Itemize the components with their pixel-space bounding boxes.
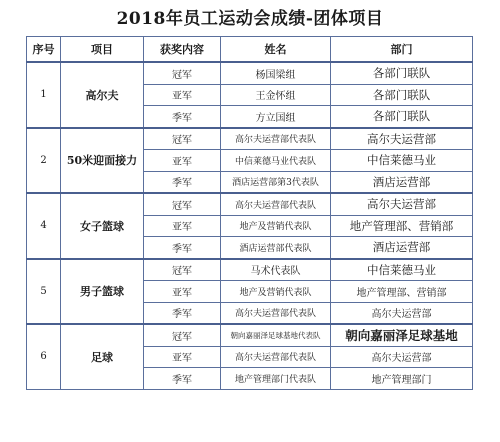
seq-cell: 5 bbox=[27, 259, 61, 325]
dept-cell: 高尔夫运营部 bbox=[331, 302, 473, 324]
project-cell: 高尔夫 bbox=[61, 62, 144, 128]
name-cell: 王金怀组 bbox=[221, 84, 331, 106]
dept-cell: 酒店运营部 bbox=[331, 237, 473, 259]
header-seq: 序号 bbox=[27, 37, 61, 63]
table-row bbox=[27, 324, 473, 346]
name-cell: 地产管理部门代表队 bbox=[221, 368, 331, 390]
results-table bbox=[26, 36, 473, 390]
name-cell: 酒店运营部代表队 bbox=[221, 237, 331, 259]
prize-cell: 亚军 bbox=[144, 215, 221, 237]
table-row bbox=[27, 259, 473, 281]
dept-cell: 朝向嘉丽泽足球基地 bbox=[331, 324, 473, 346]
name-cell: 地产及营销代表队 bbox=[221, 215, 331, 237]
dept-cell: 地产管理部、营销部 bbox=[331, 215, 473, 237]
name-cell: 中信莱德马业代表队 bbox=[221, 150, 331, 172]
dept-cell: 酒店运营部 bbox=[331, 171, 473, 193]
name-cell: 杨国梁组 bbox=[221, 62, 331, 84]
header-name: 姓名 bbox=[221, 37, 331, 63]
dept-cell: 各部门联队 bbox=[331, 62, 473, 84]
seq-cell: 1 bbox=[27, 62, 61, 128]
table-row bbox=[27, 128, 473, 150]
dept-cell: 高尔夫运营部 bbox=[331, 346, 473, 368]
prize-cell: 季军 bbox=[144, 368, 221, 390]
name-cell: 高尔夫运营部代表队 bbox=[221, 302, 331, 324]
name-cell: 马术代表队 bbox=[221, 259, 331, 281]
seq-cell: 4 bbox=[27, 193, 61, 259]
prize-cell: 季军 bbox=[144, 237, 221, 259]
header-dept: 部门 bbox=[331, 37, 473, 63]
prize-cell: 亚军 bbox=[144, 281, 221, 303]
header-prize: 获奖内容 bbox=[144, 37, 221, 63]
prize-cell: 亚军 bbox=[144, 150, 221, 172]
project-cell: 男子篮球 bbox=[61, 259, 144, 325]
prize-cell: 季军 bbox=[144, 171, 221, 193]
name-cell: 高尔夫运营部代表队 bbox=[221, 193, 331, 215]
dept-cell: 中信莱德马业 bbox=[331, 150, 473, 172]
prize-cell: 季军 bbox=[144, 302, 221, 324]
dept-cell: 高尔夫运营部 bbox=[331, 128, 473, 150]
name-cell: 酒店运营部第3代表队 bbox=[221, 171, 331, 193]
table-row bbox=[27, 62, 473, 84]
table-row bbox=[27, 193, 473, 215]
header-project: 项目 bbox=[61, 37, 144, 63]
dept-cell: 地产管理部门 bbox=[331, 368, 473, 390]
dept-cell: 各部门联队 bbox=[331, 106, 473, 128]
prize-cell: 冠军 bbox=[144, 62, 221, 84]
project-cell: 足球 bbox=[61, 324, 144, 389]
prize-cell: 冠军 bbox=[144, 193, 221, 215]
dept-cell: 中信莱德马业 bbox=[331, 259, 473, 281]
dept-cell: 高尔夫运营部 bbox=[331, 193, 473, 215]
project-cell: 女子篮球 bbox=[61, 193, 144, 259]
prize-cell: 冠军 bbox=[144, 259, 221, 281]
seq-cell: 2 bbox=[27, 128, 61, 194]
seq-cell: 6 bbox=[27, 324, 61, 389]
project-cell: 50米迎面接力 bbox=[61, 128, 144, 194]
name-cell: 方立国组 bbox=[221, 106, 331, 128]
prize-cell: 季军 bbox=[144, 106, 221, 128]
name-cell: 高尔夫运营部代表队 bbox=[221, 346, 331, 368]
prize-cell: 冠军 bbox=[144, 324, 221, 346]
prize-cell: 亚军 bbox=[144, 346, 221, 368]
page-title: 2018年员工运动会成绩-团体项目 bbox=[116, 9, 384, 29]
dept-cell: 地产管理部、营销部 bbox=[331, 281, 473, 303]
name-cell: 高尔夫运营部代表队 bbox=[221, 128, 331, 150]
name-cell: 朝向嘉丽泽足球基地代表队 bbox=[221, 324, 331, 346]
header-row bbox=[27, 37, 473, 63]
dept-cell: 各部门联队 bbox=[331, 84, 473, 106]
prize-cell: 亚军 bbox=[144, 84, 221, 106]
prize-cell: 冠军 bbox=[144, 128, 221, 150]
name-cell: 地产及营销代表队 bbox=[221, 281, 331, 303]
